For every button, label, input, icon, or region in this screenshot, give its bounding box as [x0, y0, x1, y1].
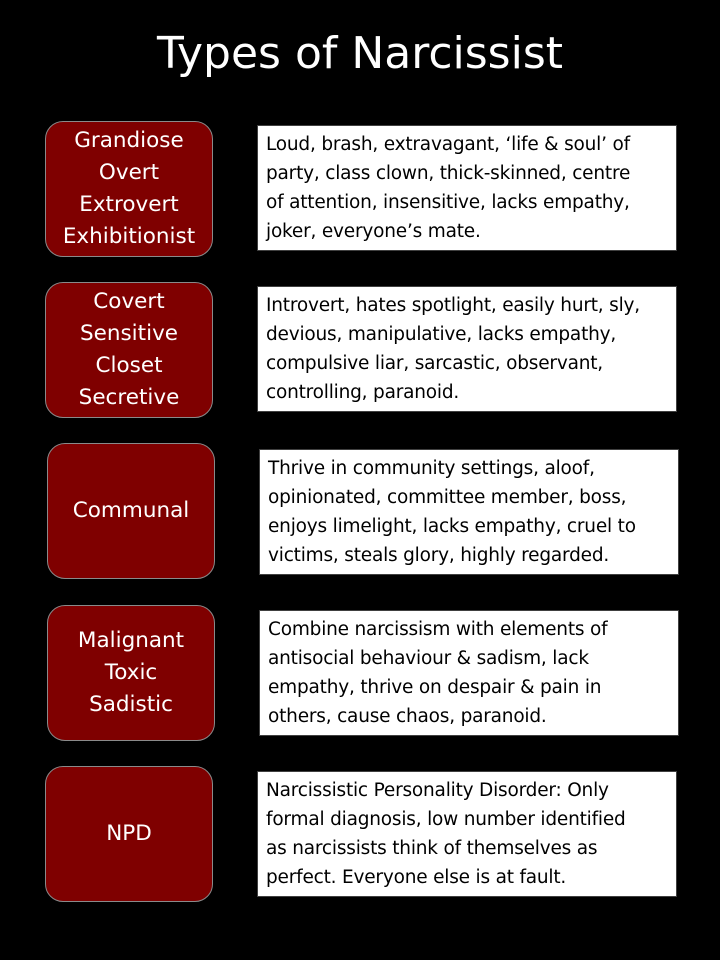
type-box-malignant — [47, 605, 215, 741]
description-line: formal diagnosis, low number identified — [266, 809, 626, 830]
type-label: Secretive — [78, 385, 180, 410]
description-box-covert — [257, 286, 677, 412]
type-label: Covert — [93, 289, 165, 314]
description-line: Introvert, hates spotlight, easily hurt, sly, — [266, 295, 640, 316]
type-box-grandiose — [45, 121, 213, 257]
type-label: Closet — [95, 353, 163, 378]
description-line: Combine narcissism with elements of — [268, 619, 608, 640]
description-line: joker, everyone’s mate. — [266, 221, 481, 242]
description-line: others, cause chaos, paranoid. — [268, 706, 547, 727]
description-line: devious, manipulative, lacks empathy, — [266, 324, 617, 345]
description-line: party, class clown, thick-skinned, centre — [266, 163, 631, 184]
type-label: Grandiose — [74, 128, 184, 153]
type-label: Sadistic — [89, 692, 173, 717]
description-line: Loud, brash, extravagant, ‘life & soul’ of — [266, 134, 630, 155]
type-label: Toxic — [104, 660, 158, 685]
type-label: Overt — [98, 160, 160, 185]
description-box-npd — [257, 771, 677, 897]
description-line: empathy, thrive on despair & pain in — [268, 677, 602, 698]
description-line: victims, steals glory, highly regarded. — [268, 545, 610, 566]
description-box-malignant — [259, 610, 679, 736]
description-line: Thrive in community settings, aloof, — [268, 458, 595, 479]
description-line: enjoys limelight, lacks empathy, cruel to — [268, 516, 636, 537]
description-line: perfect. Everyone else is at fault. — [266, 867, 567, 888]
type-label: Exhibitionist — [62, 224, 196, 249]
type-box-npd — [45, 766, 213, 902]
description-line: of attention, insensitive, lacks empathy, — [266, 192, 630, 213]
description-line: antisocial behaviour & sadism, lack — [268, 648, 589, 669]
description-line: controlling, paranoid. — [266, 382, 460, 403]
description-box-communal — [259, 449, 679, 575]
type-label: Extrovert — [79, 192, 179, 217]
type-label: Communal — [72, 498, 190, 523]
type-label: NPD — [106, 821, 152, 846]
type-label: Sensitive — [79, 321, 179, 346]
description-line: opinionated, committee member, boss, — [268, 487, 627, 508]
type-label: Malignant — [77, 628, 185, 653]
type-box-communal — [47, 443, 215, 579]
description-line: compulsive liar, sarcastic, observant, — [266, 353, 603, 374]
type-box-covert — [45, 282, 213, 418]
description-line: as narcissists think of themselves as — [266, 838, 598, 859]
description-box-grandiose — [257, 125, 677, 251]
page-title: Types of Narcissist — [156, 28, 564, 79]
description-line: Narcissistic Personality Disorder: Only — [266, 780, 609, 801]
